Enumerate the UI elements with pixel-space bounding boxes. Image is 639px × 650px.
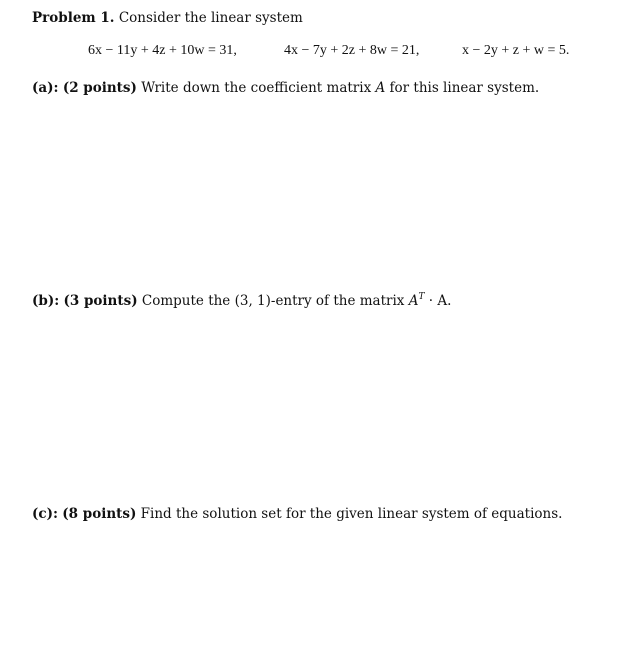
part-a-label: (a): [32, 80, 59, 96]
part-b-label: (b): [32, 293, 60, 309]
problem-intro: Consider the linear system [118, 10, 303, 26]
problem-header [32, 9, 303, 27]
part-a-points: (2 points) [62, 80, 137, 96]
equation-3: x − 2y + z + w = 5. [462, 43, 570, 58]
equation-1: 6x − 11y + 4z + 10w = 31, [88, 43, 237, 58]
equation-2: 4x − 7y + 2z + 8w = 21, [284, 43, 420, 58]
part-b-points: (3 points) [63, 293, 138, 309]
part-c-label: (c): [32, 506, 58, 522]
part-b [32, 292, 451, 310]
part-c [32, 505, 562, 523]
part-a-text-before: Write down the coefficient matrix [141, 80, 372, 96]
part-b-matrix-symbol: A [408, 293, 419, 309]
part-b-text-before: Compute the (3, 1)-entry of the matrix [141, 293, 405, 309]
part-c-text: Find the solution set for the given linear system of equations. [140, 506, 563, 522]
part-b-transpose-superscript: T [418, 292, 425, 302]
part-b-text-after: · A. [428, 293, 452, 309]
part-a-matrix-symbol: A [375, 80, 386, 96]
part-a [32, 79, 539, 97]
problem-heading: Problem 1. [32, 10, 115, 26]
part-c-points: (8 points) [62, 506, 137, 522]
part-a-text-after: for this linear system. [389, 80, 540, 96]
